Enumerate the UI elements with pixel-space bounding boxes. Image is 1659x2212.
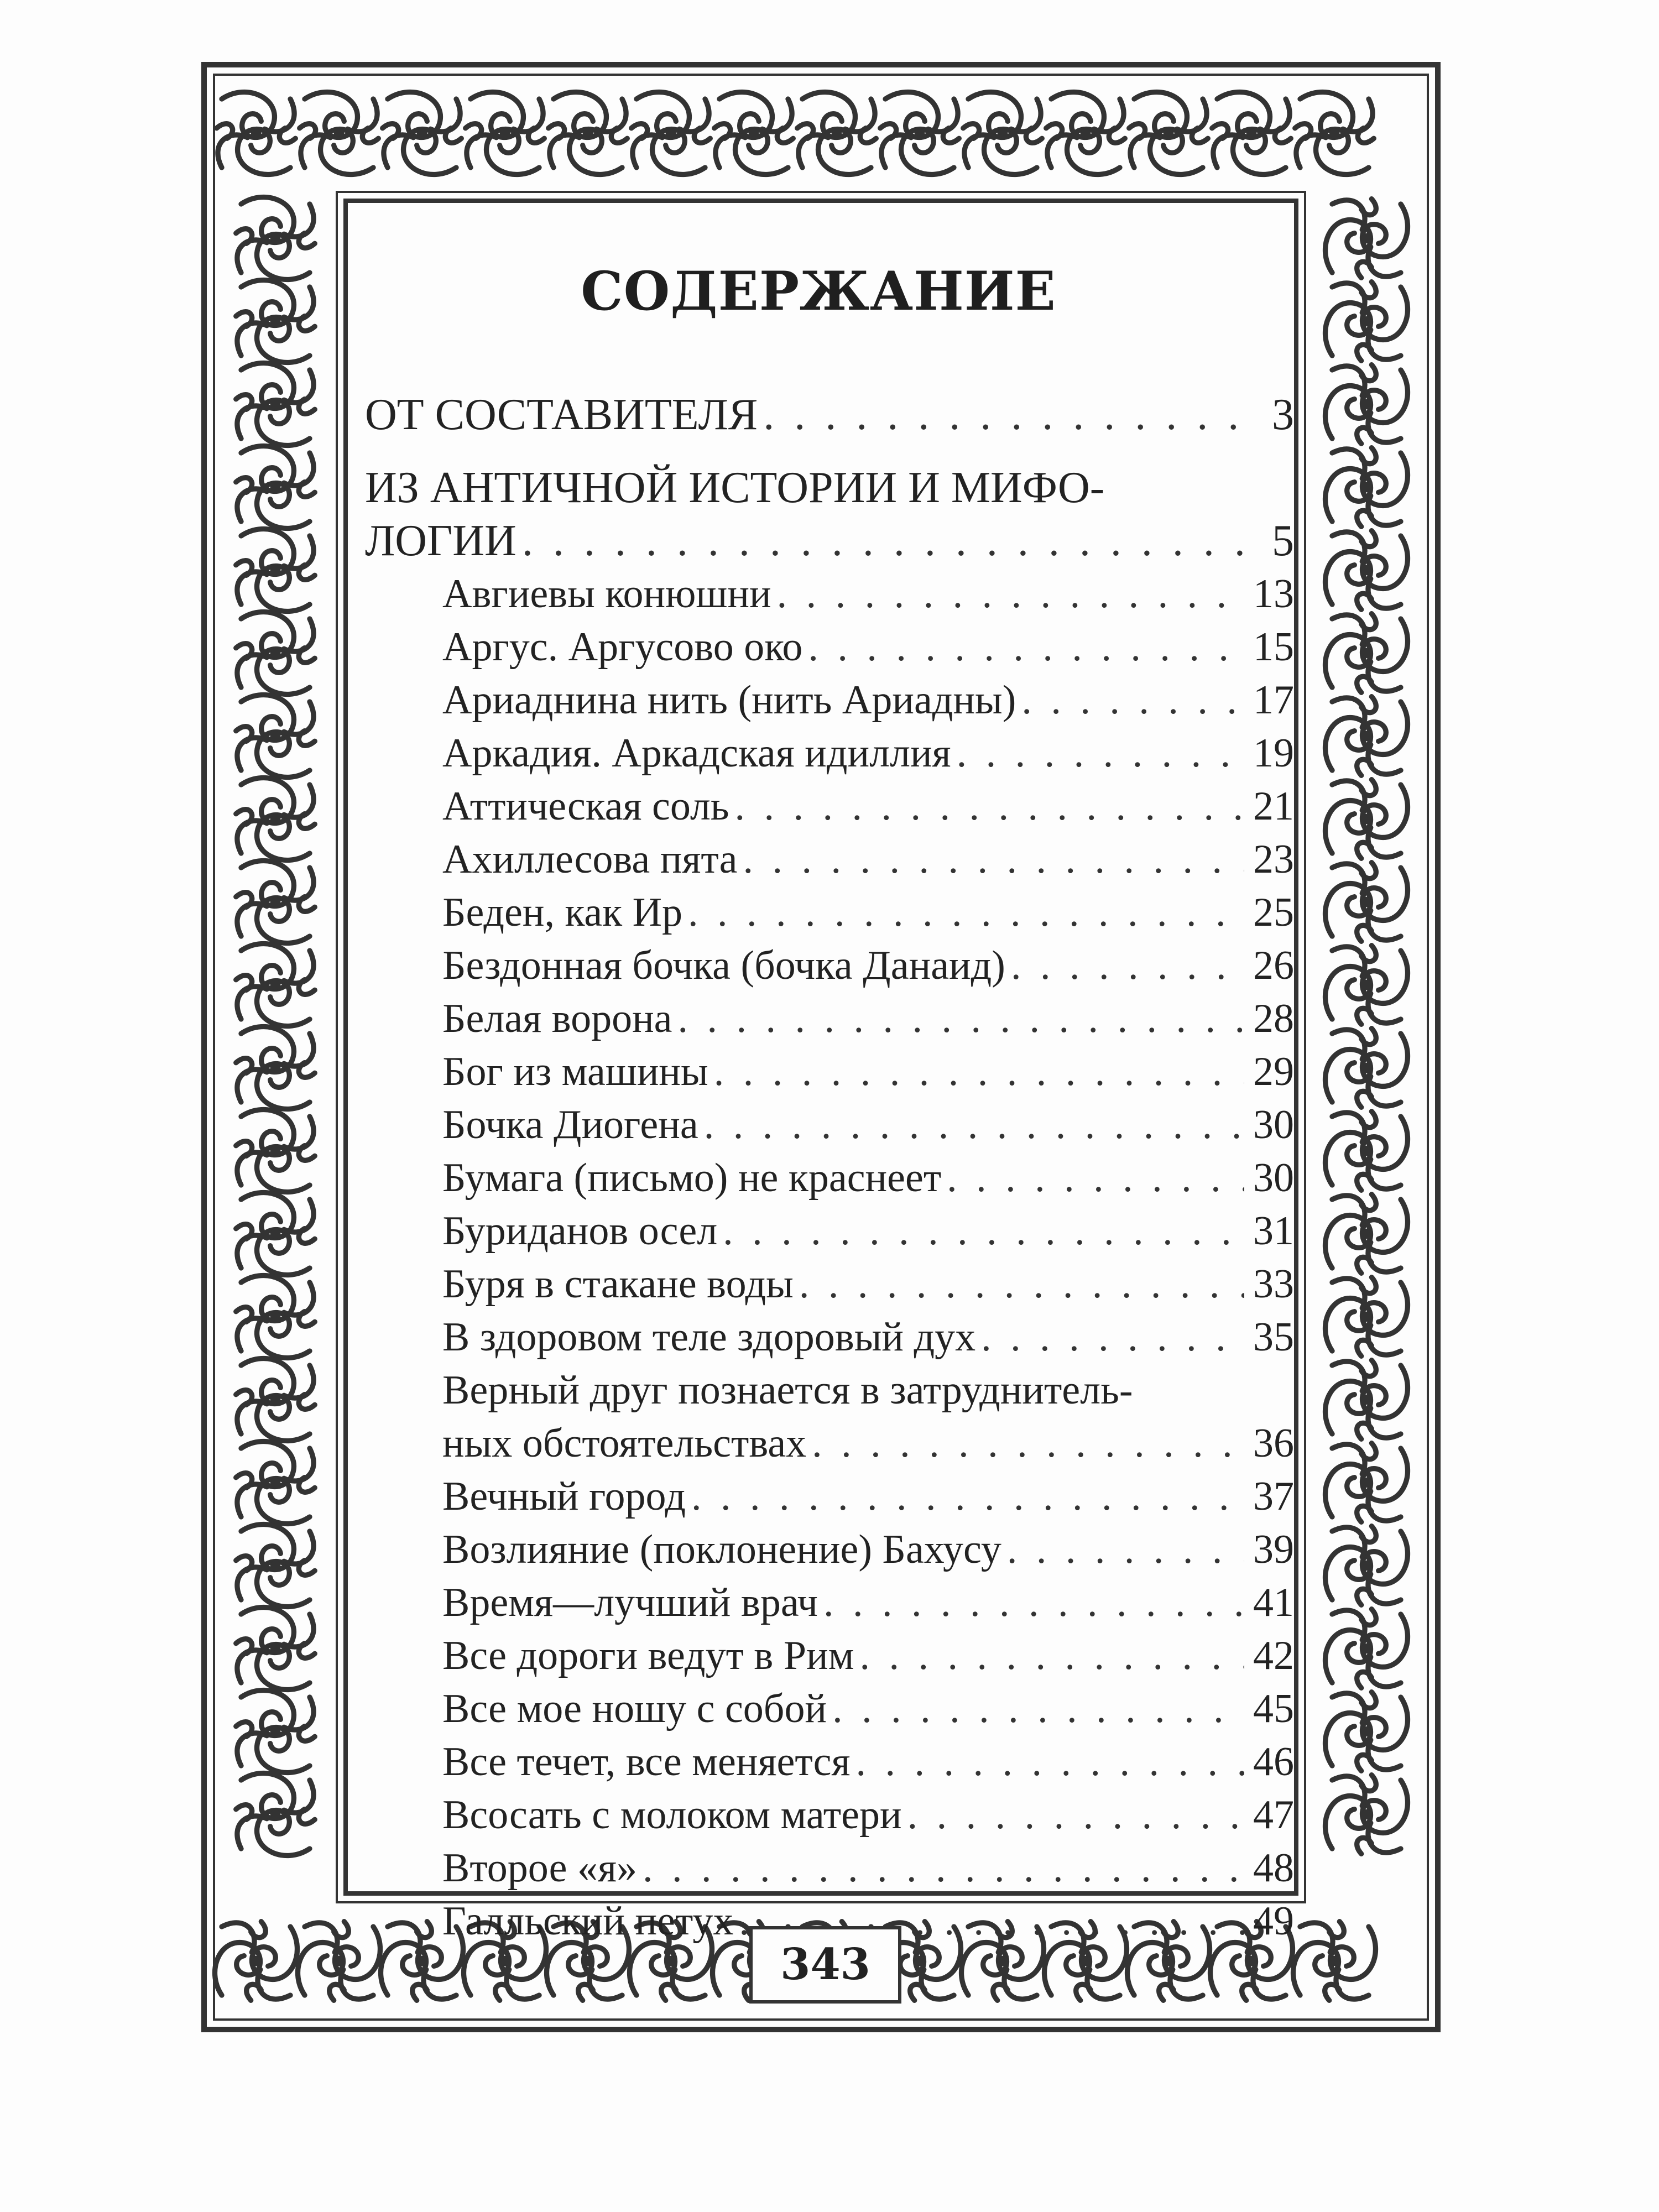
dot-leader	[704, 1098, 1244, 1151]
toc-entry-page: 39	[1253, 1527, 1294, 1572]
toc-entry-page: 48	[1253, 1845, 1294, 1891]
dot-leader	[714, 1045, 1244, 1098]
toc-entry-title: Буриданов осел	[442, 1208, 718, 1254]
dot-leader	[522, 514, 1244, 567]
toc-entry-title: Возлияние (поклонение) Бахусу	[442, 1527, 1001, 1572]
toc-title: СОДЕРЖАНИЕ	[581, 260, 1056, 322]
toc-entry-title: Авгиевы конюшни	[442, 571, 771, 617]
toc-entry	[365, 886, 1294, 939]
toc-entry-page: 17	[1253, 677, 1294, 723]
toc-entry	[365, 620, 1294, 674]
dot-leader	[688, 886, 1244, 939]
toc-entry-title: Все мое ношу с собой	[442, 1686, 827, 1731]
toc-entry-page: 42	[1253, 1633, 1294, 1678]
toc-entry-page: 15	[1253, 624, 1294, 670]
toc-entry	[365, 833, 1294, 886]
toc-entry	[365, 1735, 1294, 1788]
toc-content	[365, 238, 1294, 1944]
toc-entry-title: Бездонная бочка (бочка Данаид)	[442, 943, 1005, 988]
toc-entry-title: Беден, как Ир	[442, 890, 683, 935]
toc-entry-page: 19	[1253, 731, 1294, 776]
toc-entry-title: Ахиллесова пята	[442, 837, 738, 882]
toc-entry	[365, 1204, 1294, 1258]
toc-entry	[365, 674, 1294, 727]
toc-entry-title: Второе «я»	[442, 1845, 638, 1891]
toc-entry-page: 3	[1272, 390, 1294, 439]
toc-entry-title: Белая ворона	[442, 996, 672, 1041]
toc-entry-page: 49	[1253, 1898, 1294, 1944]
toc-entry	[365, 1098, 1294, 1151]
dot-leader	[859, 1629, 1244, 1682]
toc-entry	[365, 727, 1294, 780]
toc-entry-page: 5	[1272, 517, 1294, 565]
dot-leader	[743, 833, 1244, 886]
toc-entry-page: 28	[1253, 996, 1294, 1041]
toc-entries	[365, 388, 1294, 1948]
toc-entry-page: 31	[1253, 1208, 1294, 1254]
toc-entry-title: Все дороги ведут в Рим	[442, 1633, 854, 1678]
toc-entry	[365, 992, 1294, 1045]
toc-entry-title: Аттическая соль	[442, 784, 729, 829]
toc-entry-title: В здоровом теле здоровый дух	[442, 1314, 976, 1360]
dot-leader	[981, 1311, 1244, 1364]
toc-entry-title: Галльский петух	[442, 1898, 734, 1944]
toc-entry-title: Все течет, все меняется	[442, 1739, 851, 1785]
dot-leader	[678, 992, 1244, 1045]
dot-leader	[808, 620, 1244, 674]
toc-entry	[365, 567, 1294, 620]
toc-entry-title: ОТ СОСТАВИТЕЛЯ	[365, 390, 758, 439]
toc-entry	[365, 1576, 1294, 1629]
toc-entry	[365, 1682, 1294, 1735]
toc-entry	[365, 1045, 1294, 1098]
toc-entry	[365, 780, 1294, 833]
dot-leader	[1021, 674, 1244, 727]
toc-entry-page: 37	[1253, 1474, 1294, 1519]
toc-entry	[365, 1523, 1294, 1576]
toc-entry-page: 13	[1253, 571, 1294, 617]
toc-entry	[365, 1417, 1294, 1470]
toc-entry-title: Всосать с молоком матери	[442, 1792, 902, 1838]
toc-entry	[365, 1311, 1294, 1364]
toc-entry-title: Аркадия. Аркадская идиллия	[442, 731, 951, 776]
dot-leader	[763, 388, 1244, 441]
dot-leader	[723, 1204, 1244, 1258]
toc-entry-page: 45	[1253, 1686, 1294, 1731]
toc-entry-title: Верный друг познается в затруднитель-	[442, 1368, 1133, 1413]
toc-entry	[365, 461, 1294, 514]
toc-entry-title: Бумага (письмо) не краснеет	[442, 1155, 942, 1201]
toc-entry-page: 30	[1253, 1155, 1294, 1201]
toc-entry-title: Ариаднина нить (нить Ариадны)	[442, 677, 1016, 723]
toc-entry-page: 30	[1253, 1102, 1294, 1147]
toc-entry-title: ных обстоятельствах	[442, 1421, 807, 1466]
toc-entry-page: 35	[1253, 1314, 1294, 1360]
dot-leader	[832, 1682, 1244, 1735]
toc-entry	[365, 1470, 1294, 1523]
toc-entry-title: ЛОГИИ	[365, 517, 517, 565]
dot-leader	[691, 1470, 1244, 1523]
dot-leader	[856, 1735, 1244, 1788]
dot-leader	[823, 1576, 1244, 1629]
toc-entry-title: Буря в стакане воды	[442, 1261, 794, 1307]
toc-entry	[365, 939, 1294, 992]
toc-entry-page: 33	[1253, 1261, 1294, 1307]
toc-entry	[365, 1151, 1294, 1204]
toc-entry	[365, 1364, 1294, 1417]
dot-leader	[907, 1788, 1244, 1841]
toc-entry-title: Вечный город	[442, 1474, 686, 1519]
dot-leader	[1007, 1523, 1244, 1576]
toc-entry-page: 46	[1253, 1739, 1294, 1785]
toc-entry	[365, 1841, 1294, 1895]
toc-entry-title: Бочка Диогена	[442, 1102, 698, 1147]
toc-entry-page: 23	[1253, 837, 1294, 882]
page-number: 343	[749, 1926, 901, 2004]
dot-leader	[777, 567, 1244, 620]
dot-leader	[643, 1841, 1244, 1895]
toc-entry-title: ИЗ АНТИЧНОЙ ИСТОРИИ И МИФО-	[365, 463, 1105, 512]
toc-entry-title: Время—лучший врач	[442, 1580, 818, 1625]
toc-entry	[365, 388, 1294, 441]
toc-entry-page: 21	[1253, 784, 1294, 829]
dot-leader	[799, 1258, 1244, 1311]
toc-entry-title: Бог из машины	[442, 1049, 708, 1094]
toc-entry	[365, 514, 1294, 567]
toc-entry	[365, 1788, 1294, 1841]
dot-leader	[1011, 939, 1244, 992]
toc-entry-page: 47	[1253, 1792, 1294, 1838]
dot-leader	[812, 1417, 1244, 1470]
toc-entry	[365, 1258, 1294, 1311]
toc-entry-page: 36	[1253, 1421, 1294, 1466]
toc-entry-page: 26	[1253, 943, 1294, 988]
dot-leader	[947, 1151, 1244, 1204]
toc-entry-page: 41	[1253, 1580, 1294, 1625]
dot-leader	[957, 727, 1244, 780]
toc-entry-page: 25	[1253, 890, 1294, 935]
toc-entry-title: Аргус. Аргусово око	[442, 624, 803, 670]
toc-entry	[365, 1629, 1294, 1682]
dot-leader	[735, 780, 1244, 833]
toc-entry-page: 29	[1253, 1049, 1294, 1094]
